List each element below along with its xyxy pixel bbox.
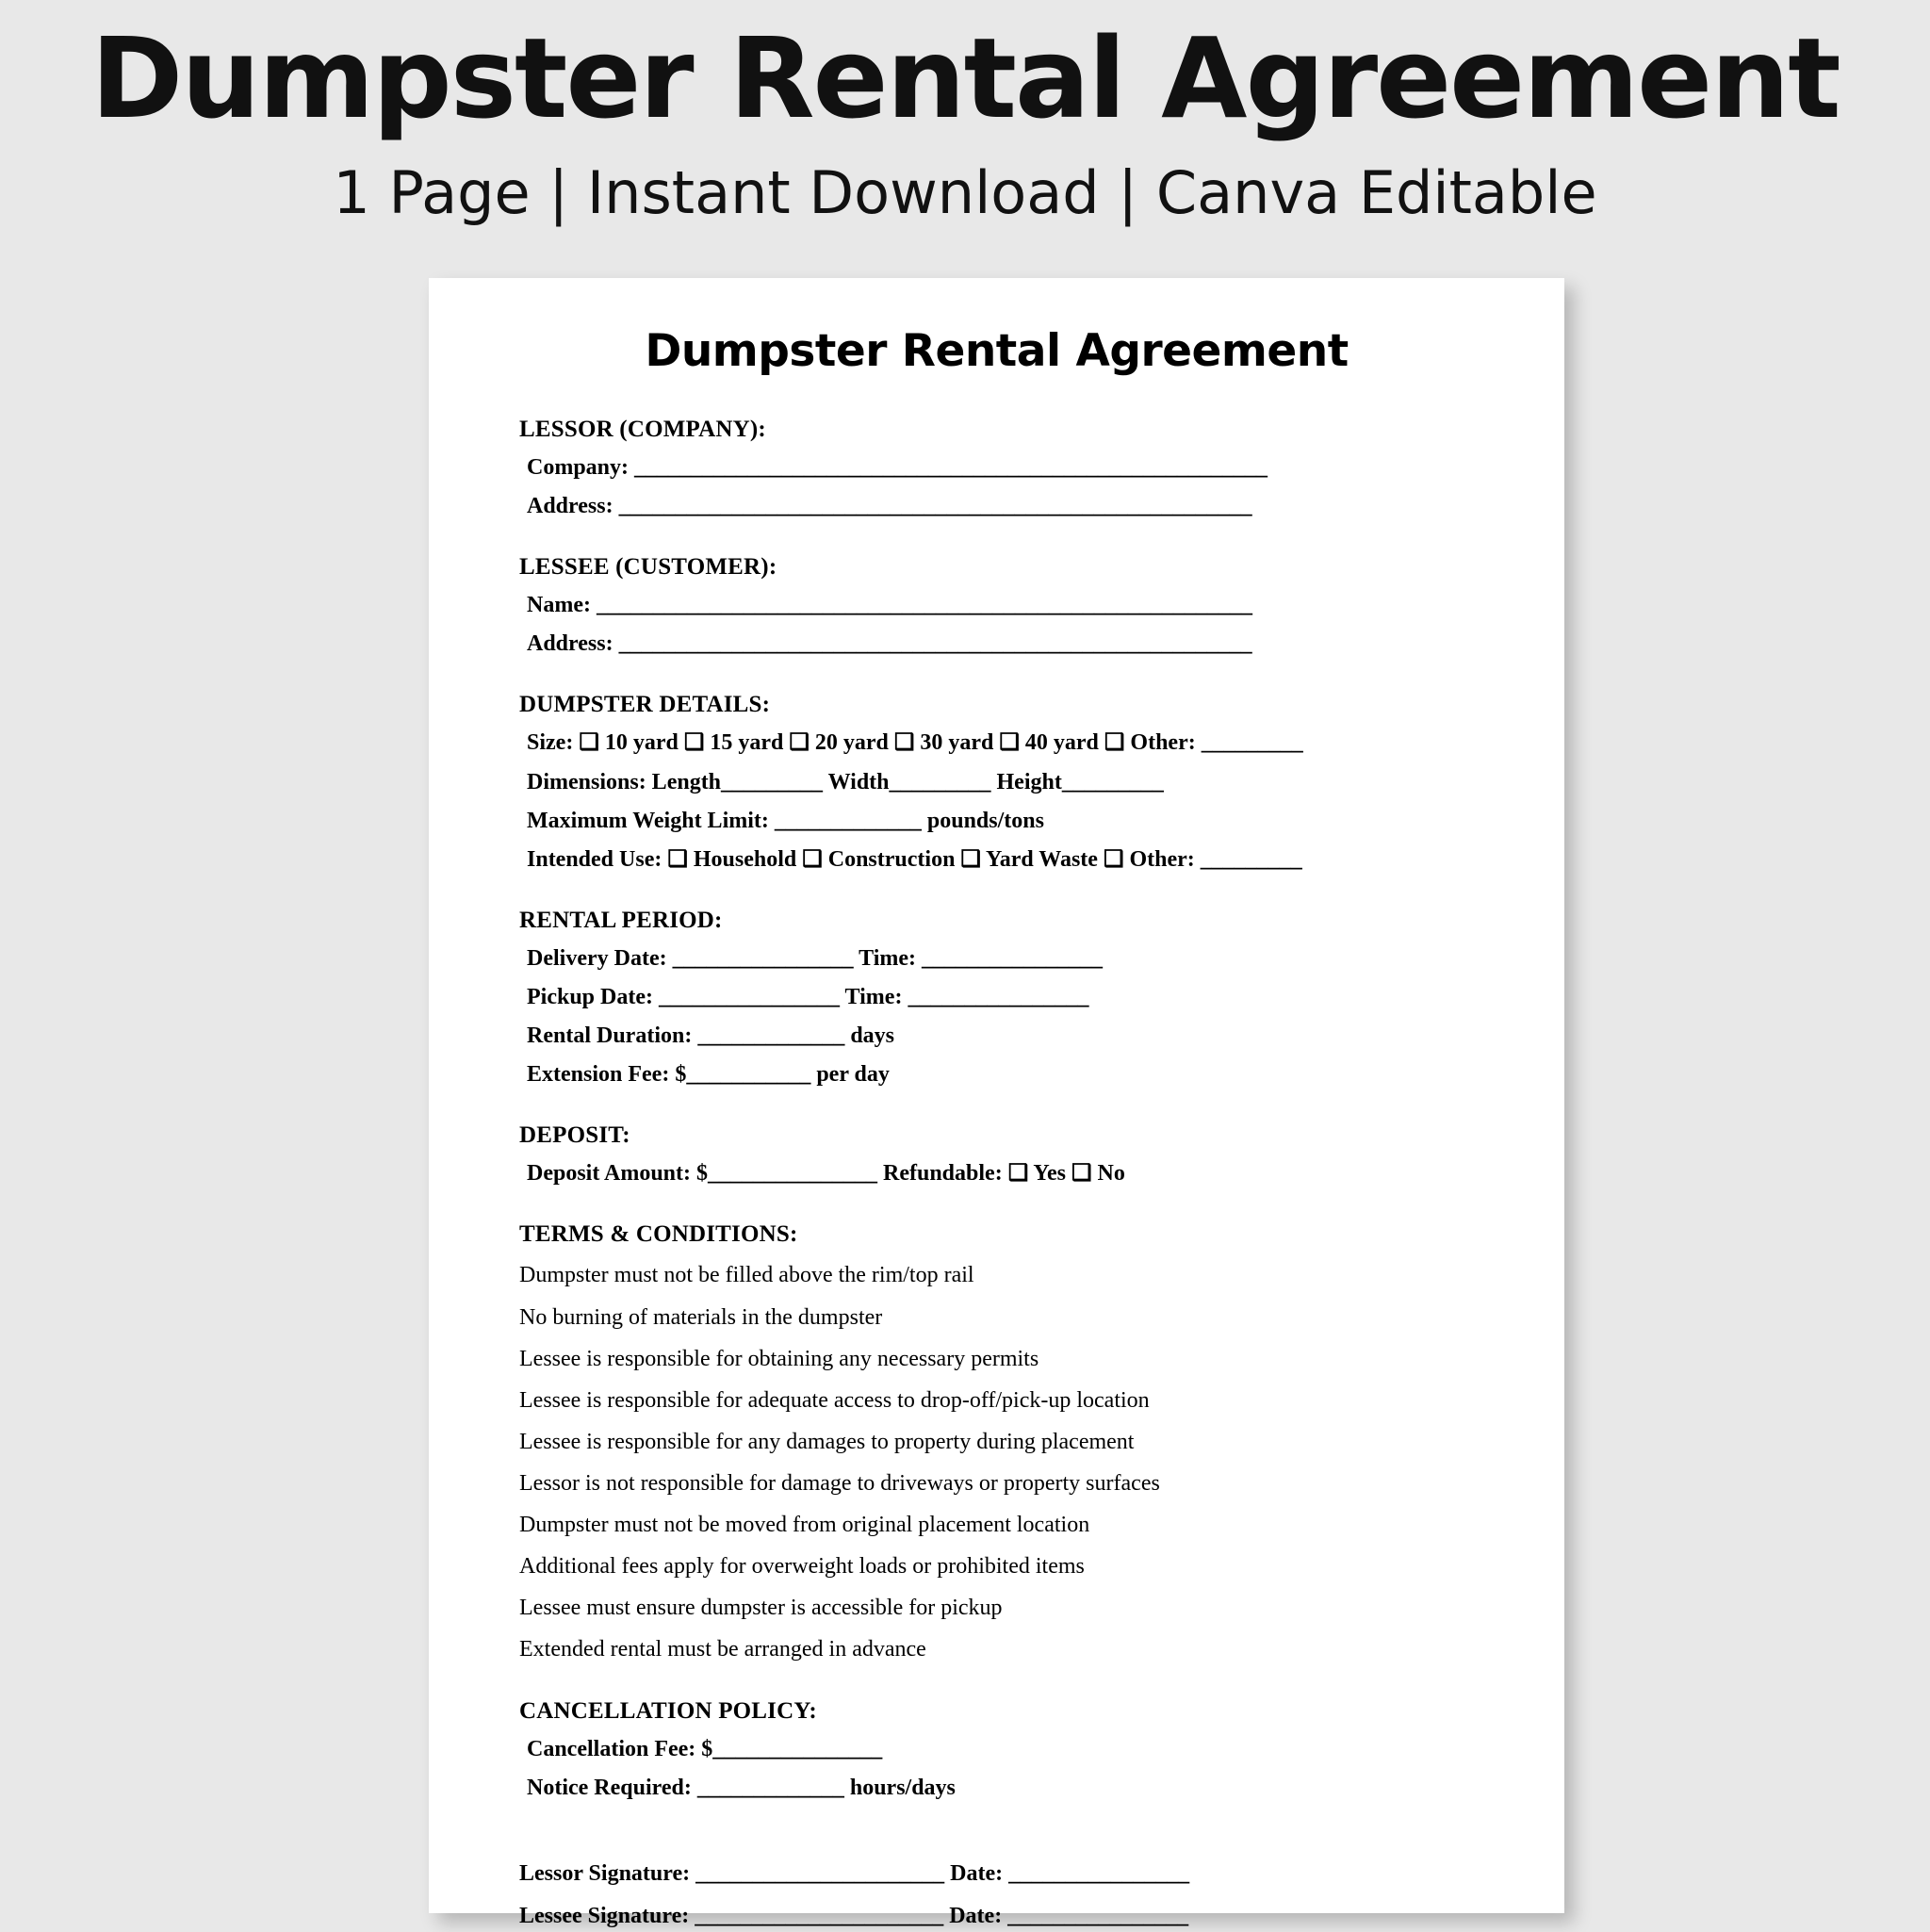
field-lessor-signature: Lessor Signature: ______________________ Date: ________________ [519, 1860, 1190, 1886]
field-pickup-date: Pickup Date: ________________ Time: ________________ [527, 984, 1089, 1009]
section-terms-conditions [519, 1221, 1497, 1665]
promo-header [0, 0, 1930, 227]
section-heading-cancellation: CANCELLATION POLICY: [519, 1697, 817, 1724]
field-dumpster-size: Size: ❑ 10 yard ❑ 15 yard ❑ 20 yard ❑ 30 yard ❑ 40 yard ❑ Other: _________ [527, 730, 1303, 756]
section-lessor [519, 417, 1497, 522]
field-deposit-amount: Deposit Amount: $_______________ Refundable: ❑ Yes ❑ No [527, 1161, 1125, 1187]
field-delivery-date: Delivery Date: ________________ Time: ________________ [527, 945, 1104, 971]
document-preview [429, 278, 1564, 1928]
document-body [478, 417, 1515, 1932]
term-item: No burning of materials in the dumpster [519, 1304, 883, 1330]
section-heading-lessor: LESSOR (COMPANY): [519, 417, 766, 442]
section-heading-lessee: LESSEE (CUSTOMER): [519, 554, 777, 581]
section-heading-rental-period: RENTAL PERIOD: [519, 907, 723, 933]
section-signatures [519, 1858, 1497, 1932]
section-heading-deposit: DEPOSIT: [519, 1122, 630, 1149]
section-cancellation-policy [519, 1698, 1497, 1804]
term-item: Lessee is responsible for obtaining any necessary permits [519, 1346, 1039, 1371]
field-dumpster-dimensions: Dimensions: Length_________ Width_________ Height_________ [527, 769, 1164, 794]
term-item: Extended rental must be arranged in advance [519, 1637, 926, 1662]
promo-title: Dumpster Rental Agreement [90, 13, 1840, 143]
section-heading-dumpster-details: DUMPSTER DETAILS: [519, 692, 771, 718]
term-item: Dumpster must not be moved from original placement location [519, 1513, 1090, 1538]
term-item: Additional fees apply for overweight loads or prohibited items [519, 1554, 1085, 1580]
field-lessee-name: Name: __________________________________________________________ [527, 593, 1252, 618]
section-heading-terms: TERMS & CONDITIONS: [519, 1221, 798, 1248]
field-lessee-signature: Lessee Signature: ______________________ Date: ________________ [519, 1903, 1189, 1928]
section-deposit [519, 1122, 1497, 1189]
document-page [429, 278, 1564, 1928]
term-item: Lessee must ensure dumpster is accessible for pickup [519, 1596, 1003, 1621]
field-notice-required: Notice Required: _____________ hours/days [527, 1775, 956, 1800]
field-lessee-address: Address: ________________________________________________________ [527, 631, 1252, 657]
section-lessee [519, 554, 1497, 660]
field-lessor-company: Company: ________________________________________________________ [527, 455, 1268, 480]
field-dumpster-intended-use: Intended Use: ❑ Household ❑ Construction ❑ Yard Waste ❑ Other: _________ [527, 846, 1302, 872]
document-title: Dumpster Rental Agreement [645, 325, 1349, 377]
term-item: Lessor is not responsible for damage to driveways or property surfaces [519, 1470, 1160, 1496]
term-item: Lessee is responsible for adequate access to drop-off/pick-up location [519, 1387, 1150, 1413]
section-rental-period [519, 908, 1497, 1090]
field-extension-fee: Extension Fee: $___________ per day [527, 1062, 890, 1088]
term-item: Lessee is responsible for any damages to property during placement [519, 1429, 1135, 1454]
term-item: Dumpster must not be filled above the rim/top rail [519, 1263, 974, 1288]
field-lessor-address: Address: ________________________________________________________ [527, 494, 1252, 519]
field-rental-duration: Rental Duration: _____________ days [527, 1023, 895, 1049]
promo-subtitle: 1 Page | Instant Download | Canva Editable [333, 157, 1597, 227]
field-cancellation-fee: Cancellation Fee: $_______________ [527, 1736, 883, 1761]
field-dumpster-weight-limit: Maximum Weight Limit: _____________ pounds/tons [527, 808, 1044, 833]
section-dumpster-details [519, 692, 1497, 875]
